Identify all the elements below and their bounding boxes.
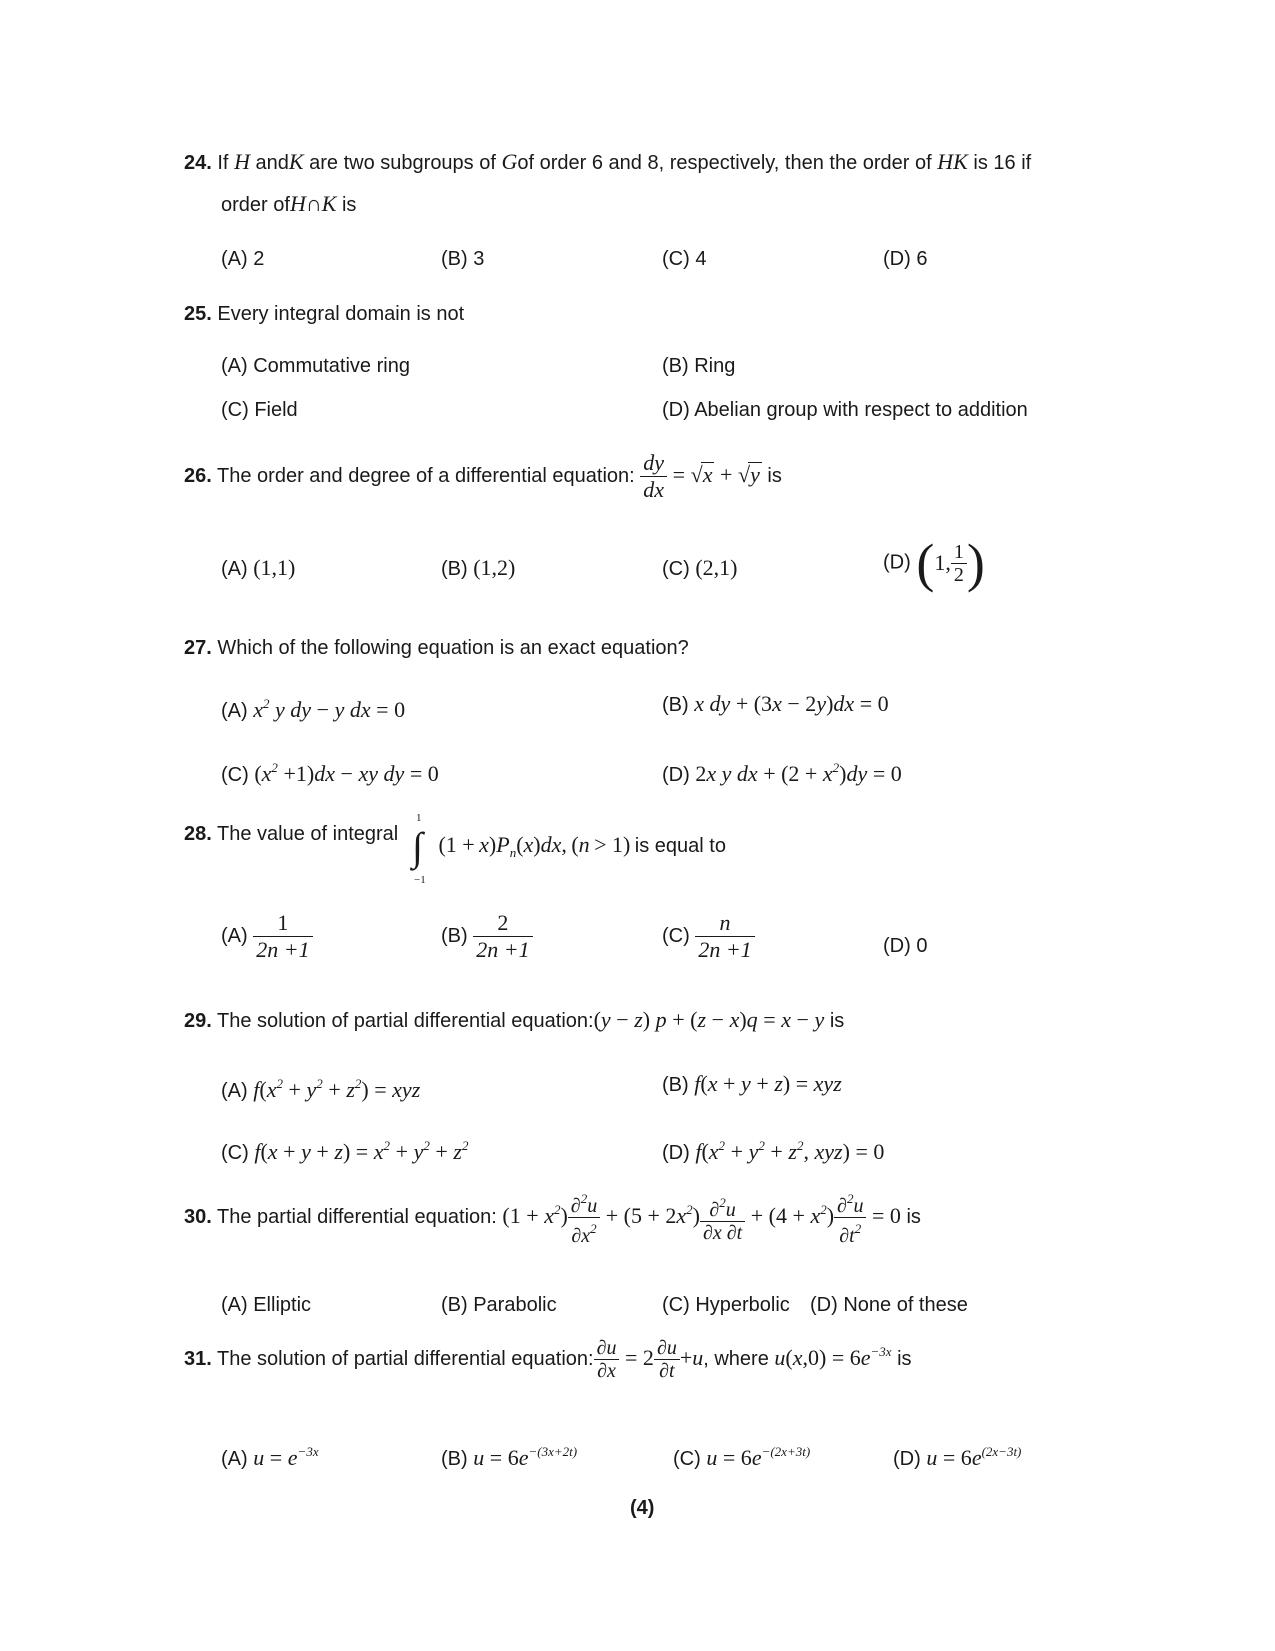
option-31b[interactable]: (B) $u = 6e^{-(3x+2t)}$: [441, 1444, 578, 1470]
question-number: 31.: [184, 1347, 212, 1370]
question-31: 31. The solution of partial differential equation: $\frac{\partial u}{\partial x}$ = 2 $\frac{\partial u}{\partial t}$ +u, where $u(x,0) = 6e^{-3x}$ is: [184, 1337, 912, 1382]
integral-expression: 1 ∫ −1 $(1 + x)P_n(x)dx$, (n > 1) is equal to: [412, 812, 726, 886]
option-27a[interactable]: (A) $x^2$ y dy − y dx = 0: [221, 696, 406, 722]
option-25d[interactable]: (D) Abelian group with respect to addition: [662, 399, 1028, 421]
option-25c[interactable]: (C) Field: [221, 399, 298, 421]
option-28b[interactable]: (B) $\frac{2}{2n +1}$: [441, 910, 533, 963]
question-number: 29.: [184, 1010, 212, 1032]
question-28: 28. The value of integral: [184, 823, 399, 845]
option-26c[interactable]: (C) (2,1): [662, 555, 738, 580]
question-number: 25.: [184, 303, 212, 325]
question-number: 27.: [184, 637, 212, 659]
option-29a[interactable]: (A) $f(x^2 + y^2 + z^2)$ = xyz: [221, 1076, 421, 1102]
question-24-line2: order ofH∩K is: [221, 191, 357, 216]
math-h-cap-k: H: [289, 191, 306, 216]
option-30d[interactable]: (D) None of these: [810, 1294, 968, 1316]
option-25a[interactable]: (A) Commutative ring: [221, 355, 410, 377]
option-26b[interactable]: (B) (1,2): [441, 555, 516, 580]
fraction-dy-dx: $\frac{dy}{dx}$: [640, 450, 667, 503]
option-28c[interactable]: (C) $\frac{n}{2n +1}$: [662, 910, 755, 963]
question-number: 28.: [184, 823, 212, 845]
option-27d[interactable]: (D) 2x y dx + $(2 + x^2)dy = 0$: [662, 760, 902, 786]
option-26a[interactable]: (A) (1,1): [221, 555, 296, 580]
option-28a[interactable]: (A) $\frac{1}{2n +1}$: [221, 910, 313, 963]
question-25: 25. Every integral domain is not: [184, 303, 465, 325]
option-24a[interactable]: (A) 2: [221, 248, 265, 270]
question-26: 26. The order and degree of a differential equation: $\frac{dy}{dx}$ = √x + √y is: [184, 450, 782, 502]
question-number: 26.: [184, 464, 212, 487]
page-number: (4): [630, 1497, 655, 1519]
option-29c[interactable]: (C) $f(x + y + z) = x^2 + y^2 + z^2$: [221, 1138, 469, 1164]
option-26d[interactable]: (D) (1, $\frac{1}{2}$ ): [883, 533, 985, 593]
option-27b[interactable]: (B) x dy + (3x − 2y)dx = 0: [662, 691, 889, 716]
option-30b[interactable]: (B) Parabolic: [441, 1294, 557, 1316]
option-24d[interactable]: (D) 6: [883, 248, 928, 270]
option-31c[interactable]: (C) $u = 6e^{-(2x+3t)}$: [673, 1444, 811, 1470]
question-number: 24.: [184, 152, 212, 174]
question-number: 30.: [184, 1205, 212, 1228]
question-30: 30. The partial differential equation: $(1 + x^2)$ $\frac{\partial^2u}{\partial x^2}$ + $(5 + 2x^2)$ $\frac{\partial^2u}{\partial x \partial t}$ + $(4 + x^2)$ $\frac{\partial^2u}{\partial t^2}$ = 0 is: [184, 1188, 921, 1247]
option-29d[interactable]: (D) $f(x^2 + y^2 + z^2$, xyz) = 0: [662, 1138, 885, 1164]
option-30a[interactable]: (A) Elliptic: [221, 1294, 312, 1316]
option-31a[interactable]: (A) $u = e^{-3x}$: [221, 1444, 319, 1470]
option-28d[interactable]: (D) 0: [883, 935, 928, 957]
integral-sign: 1 ∫ −1: [412, 812, 426, 886]
option-29b[interactable]: (B) f(x + y + z) = xyz: [662, 1071, 842, 1096]
option-30c[interactable]: (C) Hyperbolic: [662, 1294, 790, 1316]
option-24b[interactable]: (B) 3: [441, 248, 485, 270]
question-29: 29. The solution of partial differential equation:(y − z) p + (z − x)q = x − y is: [184, 1007, 845, 1032]
question-24: 24. If H andK are two subgroups of Gof order 6 and 8, respectively, then the order of HK is 16 if: [184, 149, 1032, 174]
option-31d[interactable]: (D) $u = 6e^{(2x-3t)}$: [893, 1444, 1022, 1470]
question-27: 27. Which of the following equation is an exact equation?: [184, 637, 689, 659]
option-25b[interactable]: (B) Ring: [662, 355, 736, 377]
option-24c[interactable]: (C) 4: [662, 248, 707, 270]
option-27c[interactable]: (C) $(x^2 +1)dx$ − xy dy = 0: [221, 760, 439, 786]
